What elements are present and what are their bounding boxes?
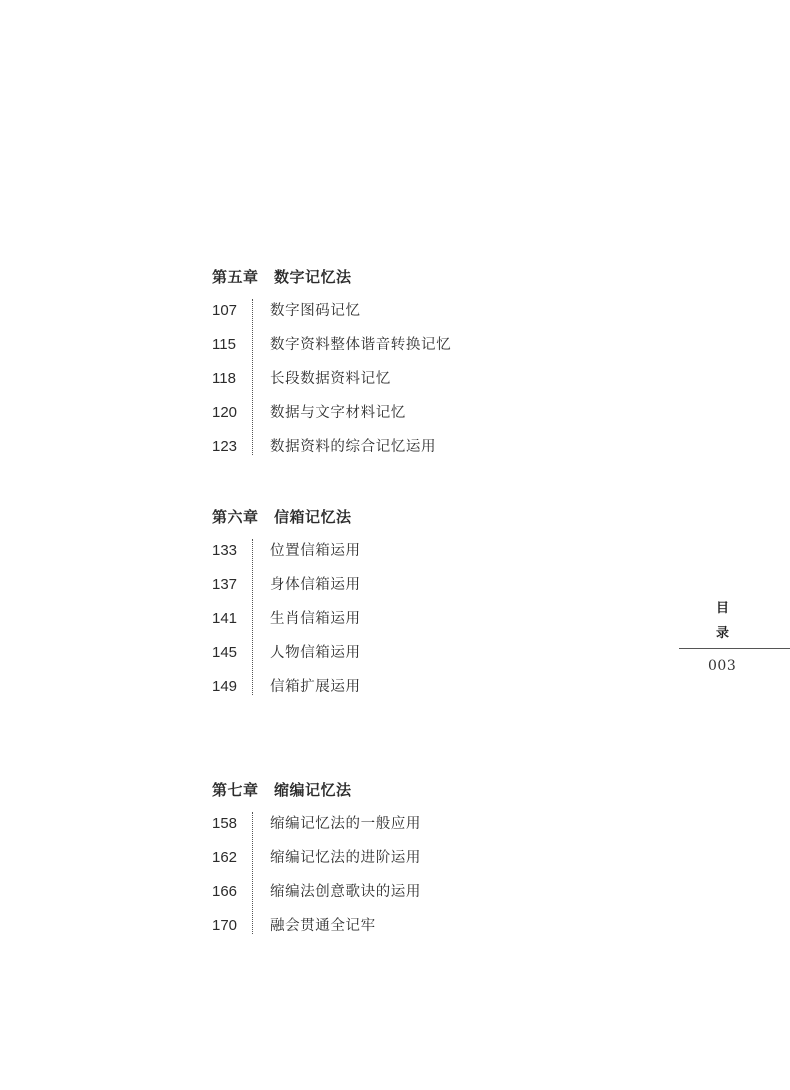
entry-title: 身体信箱运用 <box>270 577 361 593</box>
entry-title: 信箱扩展运用 <box>270 679 361 695</box>
page-number: 133 <box>212 542 238 559</box>
chapter-title <box>212 507 512 527</box>
entry-title: 缩编记忆法的一般应用 <box>270 816 421 832</box>
page-number: 162 <box>212 849 238 866</box>
chapter-title <box>212 267 512 287</box>
side-tab-char-2: 录 <box>716 626 730 641</box>
chapter-7 <box>212 780 512 950</box>
chapter-5 <box>212 267 512 471</box>
entry-title: 长段数据资料记忆 <box>270 371 391 387</box>
toc-entry[interactable] <box>212 643 512 677</box>
entry-title: 位置信箱运用 <box>270 543 361 559</box>
chapter-number: 第五章 <box>212 268 259 286</box>
page-number: 123 <box>212 438 238 455</box>
page-number: 149 <box>212 678 238 695</box>
toc-entry[interactable] <box>212 301 512 335</box>
toc-entry[interactable] <box>212 369 512 403</box>
toc-entry[interactable] <box>212 541 512 575</box>
toc-entry[interactable] <box>212 609 512 643</box>
entry-title: 生肖信箱运用 <box>270 611 361 627</box>
page-number: 166 <box>212 883 238 900</box>
toc-entries <box>212 814 512 950</box>
chapter-number: 第七章 <box>212 781 259 799</box>
page-number: 118 <box>212 370 236 387</box>
chapter-title <box>212 780 512 800</box>
toc-entries <box>212 301 512 471</box>
toc-entry[interactable] <box>212 335 512 369</box>
entry-title: 缩编法创意歌诀的运用 <box>270 884 421 900</box>
toc-entry[interactable] <box>212 848 512 882</box>
chapter-name: 数字记忆法 <box>274 268 352 286</box>
page-number: 107 <box>212 302 238 319</box>
toc-entry[interactable] <box>212 882 512 916</box>
toc-entries <box>212 541 512 711</box>
toc-entry[interactable] <box>212 437 512 471</box>
side-tab-char-1: 目 <box>716 601 730 616</box>
entry-title: 数字图码记忆 <box>270 303 361 319</box>
toc-entry[interactable] <box>212 814 512 848</box>
chapter-number: 第六章 <box>212 508 259 526</box>
page-number: 170 <box>212 917 238 934</box>
page-number: 141 <box>212 610 238 627</box>
entry-title: 人物信箱运用 <box>270 645 361 661</box>
chapter-name: 缩编记忆法 <box>274 781 352 799</box>
entry-title: 缩编记忆法的进阶运用 <box>270 850 421 866</box>
toc-entry[interactable] <box>212 575 512 609</box>
chapter-name: 信箱记忆法 <box>274 508 352 526</box>
page-number: 137 <box>212 576 238 593</box>
page-number: 145 <box>212 644 238 661</box>
page-number: 120 <box>212 404 238 421</box>
page-number: 158 <box>212 815 238 832</box>
page-number: 115 <box>212 336 236 353</box>
entry-title: 数据与文字材料记忆 <box>270 405 406 421</box>
chapter-6 <box>212 507 512 711</box>
toc-entry[interactable] <box>212 403 512 437</box>
toc-entry[interactable] <box>212 916 512 950</box>
entry-title: 数字资料整体谐音转换记忆 <box>270 337 452 353</box>
entry-title: 数据资料的综合记忆运用 <box>270 439 437 455</box>
page-folio: 003 <box>708 658 737 674</box>
side-tab-rule <box>679 648 790 649</box>
toc-entry[interactable] <box>212 677 512 711</box>
entry-title: 融会贯通全记牢 <box>270 918 376 934</box>
